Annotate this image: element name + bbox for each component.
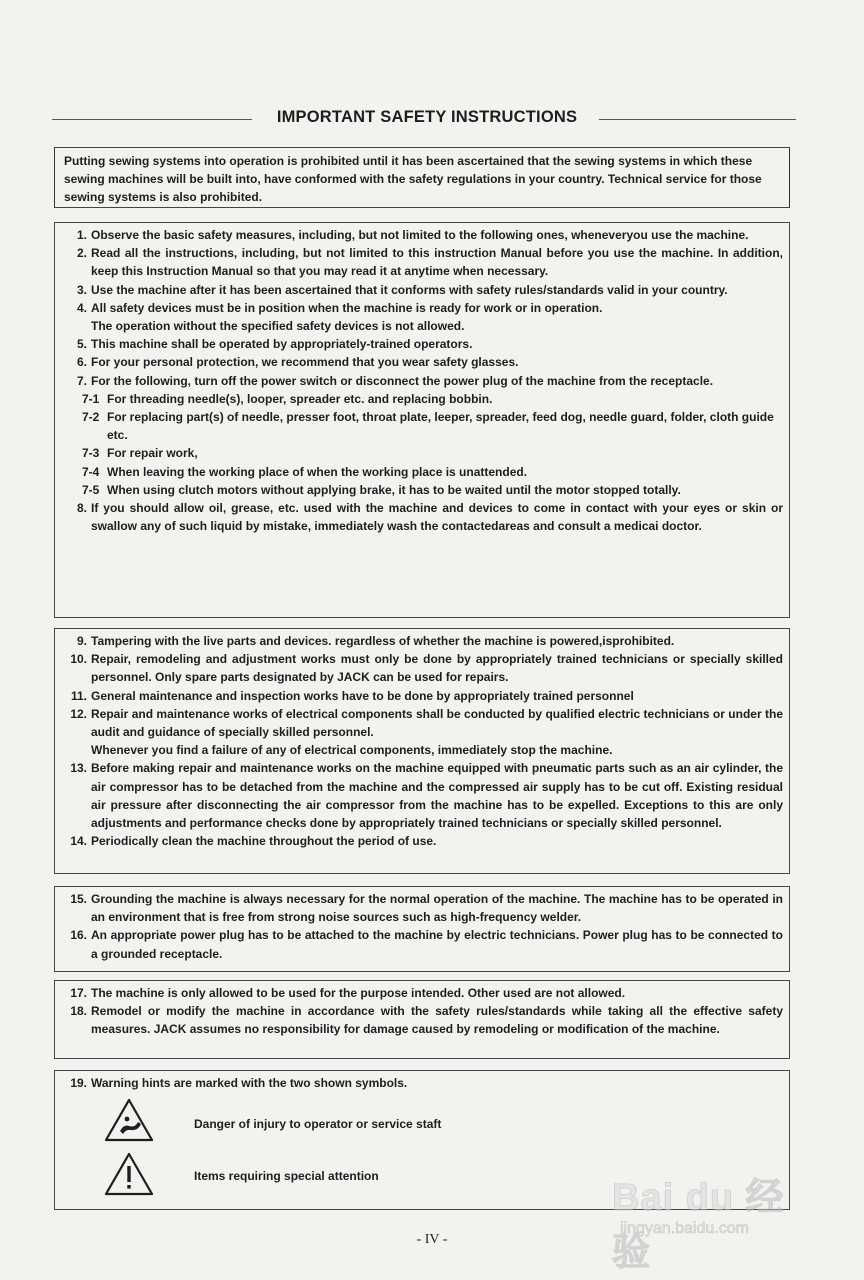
- list-item: [55, 687, 783, 705]
- danger-symbol-label: Danger of injury to operator or service staft: [194, 1117, 442, 1131]
- list-item: [55, 705, 783, 760]
- sub-item-text: For replacing part(s) of needle, presser foot, throat plate, leeper, spreader, feed dog, needle guard, folder, cloth guide etc.: [107, 410, 774, 443]
- item-number: 2.: [76, 246, 87, 261]
- item-text: Observe the basic safety measures, including, but not limited to the following ones, wheneveryou use the machine.: [91, 228, 749, 242]
- item-number: 6.: [76, 355, 87, 370]
- list-item: [55, 244, 783, 280]
- watermark-url: jingyan.baidu.com: [620, 1220, 749, 1237]
- item-number: 13.: [70, 761, 87, 776]
- sub-item: [55, 481, 783, 499]
- item-number: 14.: [70, 834, 87, 849]
- list-item: [55, 335, 783, 353]
- intro-text: Putting sewing systems into operation is prohibited until it has been ascertained that the sewing systems in which these sewing machines will be built into, have conformed with the safety regulations in your country. Technical service for those sewing systems is also prohibited.: [64, 154, 762, 205]
- page-number: - IV -: [416, 1232, 448, 1247]
- item-number: 19.: [70, 1076, 87, 1090]
- item-text: This machine shall be operated by appropriately-trained operators.: [91, 337, 473, 352]
- attention-symbol-row: [103, 1151, 155, 1197]
- list-item: [55, 832, 783, 850]
- item-number: 3.: [76, 282, 87, 297]
- watermark-logo: Bai du 经验: [612, 1177, 785, 1274]
- item-number: 17.: [70, 986, 87, 1000]
- list-item: [55, 299, 783, 335]
- item-text: [91, 705, 783, 760]
- sub-item-number: 7-2: [82, 410, 100, 425]
- item-number: 8.: [76, 501, 87, 516]
- sub-item-text: For threading needle(s), looper, spreader etc. and replacing bobbin.: [107, 391, 493, 406]
- item-number: 1.: [76, 228, 87, 242]
- item-text: Use the machine after it has been ascertained that it conforms with safety rules/standards valid in your country.: [91, 282, 728, 297]
- instructions-box-3: [54, 886, 790, 972]
- item-text-part: The operation without the specified safety devices is not allowed.: [91, 319, 465, 334]
- sub-item-text: When leaving the working place of when the working place is unattended.: [107, 464, 528, 479]
- list-item: [55, 890, 783, 926]
- watermark: [612, 1158, 812, 1274]
- list-item: [55, 1074, 783, 1092]
- list-item: [55, 632, 783, 650]
- sub-item-number: 7-4: [82, 464, 100, 479]
- list-item: [55, 759, 783, 832]
- item-text: For the following, turn off the power switch or disconnect the power plug of the machine from the receptacle.: [91, 373, 714, 388]
- item-text: An appropriate power plug has to be attached to the machine by electric technicians. Power plug has to be connected to a grounded receptacle.: [91, 928, 783, 961]
- injury-warning-icon: [103, 1097, 155, 1143]
- item-number: 4.: [76, 300, 87, 315]
- sub-item-number: 7-1: [82, 391, 100, 406]
- title-rule-left: [52, 119, 252, 120]
- item-text: The machine is only allowed to be used for the purpose intended. Other used are not allowed.: [91, 986, 626, 1000]
- list-item: [55, 1002, 783, 1038]
- page-title: IMPORTANT SAFETY INSTRUCTIONS: [276, 108, 578, 126]
- item-number: 10.: [70, 652, 87, 667]
- item-text: Repair, remodeling and adjustment works must only be done by appropriately trained technicians or specially skilled personnel. Only spare parts designated by JACK can be used for repairs.: [91, 652, 783, 685]
- item-text: [91, 299, 783, 335]
- item-number: 16.: [70, 928, 87, 943]
- sub-item-text: When using clutch motors without applying brake, it has to be waited until the motor stopped totally.: [107, 482, 681, 497]
- item-text: Read all the instructions, including, but not limited to this instruction Manual before you use the machine. In addition, keep this Instruction Manual so that you may read it at anytime when necessary.: [91, 246, 783, 279]
- item-text: Before making repair and maintenance works on the machine equipped with pneumatic parts such as an air cylinder, the air compressor has to be detached from the machine and the compressed air supply has to be cut off. Existing residual air pressure after disconnecting the air compressor from the machine has to be expelled. Exceptions to this are only adjustments and performance checks done by appropriately trained technicians or specially skilled personnel.: [91, 761, 783, 831]
- title-row: [52, 108, 796, 130]
- instructions-box-1: [54, 222, 790, 618]
- sub-item-text: For repair work,: [107, 446, 198, 461]
- item-text-part: Whenever you find a failure of any of electrical components, immediately stop the machine.: [91, 743, 613, 758]
- sub-item: [55, 463, 783, 481]
- title-rule-right: [599, 119, 796, 120]
- item-text-part: All safety devices must be in position when the machine is ready for work or in operation.: [91, 300, 603, 315]
- item-number: 7.: [76, 373, 87, 388]
- item-text: Grounding the machine is always necessary for the normal operation of the machine. The machine has to be operated in an environment that is free from strong noise sources such as high-frequency welder.: [91, 892, 783, 925]
- item-number: 12.: [70, 706, 87, 721]
- sub-item: [55, 444, 783, 462]
- attention-symbol-label: Items requiring special attention: [194, 1169, 379, 1183]
- instructions-box-4: [54, 980, 790, 1059]
- danger-symbol-row: [103, 1097, 155, 1143]
- instructions-box-2: [54, 628, 790, 874]
- item-number: 5.: [76, 337, 87, 352]
- item-number: 15.: [70, 892, 87, 906]
- list-item: [55, 281, 783, 299]
- list-item: [55, 650, 783, 686]
- item-number: 11.: [70, 688, 87, 703]
- item-text: For your personal protection, we recommend that you wear safety glasses.: [91, 355, 519, 370]
- sub-item-number: 7-3: [82, 446, 100, 461]
- list-item: [55, 926, 783, 962]
- item-text: Remodel or modify the machine in accordance with the safety rules/standards while taking all the effective safety measures. JACK assumes no responsibility for damage caused by remodeling or modification of the machine.: [91, 1004, 783, 1037]
- sub-item-number: 7-5: [82, 482, 100, 497]
- list-item: [55, 226, 783, 244]
- item-text: Periodically clean the machine throughout the period of use.: [91, 834, 437, 849]
- item-text: If you should allow oil, grease, etc. used with the machine and devices to come in contact with your eyes or skin or swallow any of such liquid by mistake, immediately wash the contactedareas and consult a medicai doctor.: [91, 501, 783, 534]
- sub-item: [55, 390, 783, 408]
- item-text-part: Repair and maintenance works of electrical components shall be conducted by qualified electric technicians or under the audit and guidance of specially skilled personnel.: [91, 706, 783, 740]
- item-text: Tampering with the live parts and devices. regardless of whether the machine is powered,isprohibited.: [91, 634, 675, 648]
- list-item: [55, 499, 783, 535]
- list-item: [55, 353, 783, 371]
- exclamation-warning-icon: [103, 1151, 155, 1197]
- list-item: [55, 984, 783, 1002]
- sub-item: [55, 408, 783, 444]
- item-text: General maintenance and inspection works have to be done by appropriately trained personnel: [91, 688, 634, 703]
- list-item: [55, 372, 783, 390]
- item-text: Warning hints are marked with the two shown symbols.: [91, 1076, 408, 1090]
- intro-box: [54, 147, 790, 208]
- item-number: 9.: [76, 634, 87, 648]
- item-number: 18.: [70, 1004, 87, 1019]
